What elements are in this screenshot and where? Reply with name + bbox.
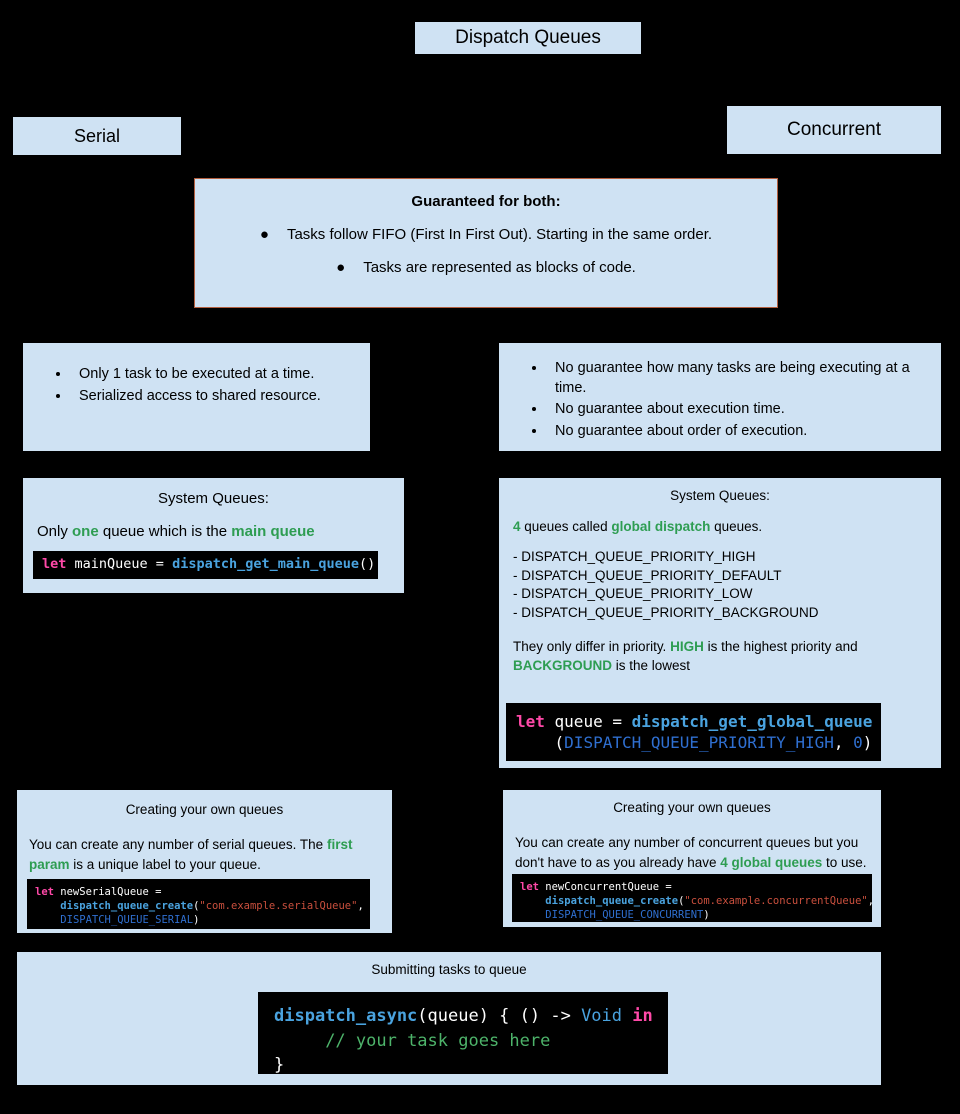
code-block-concurrent-queue: let newConcurrentQueue = dispatch_queue_create("com.example.concurrentQueue", DISPATCH_QUEUE_CONCURRENT) — [512, 874, 872, 922]
serial-points-panel — [23, 343, 370, 451]
code-keyword: in — [632, 1006, 653, 1026]
code-string: "com.example.concurrentQueue" — [684, 895, 868, 908]
code-type: Void — [581, 1006, 623, 1026]
list-item: • Only 1 task to be executed at a time. — [71, 365, 360, 385]
code-args: (queue) { () -> — [417, 1006, 582, 1026]
text-fragment: You can create any number of concurrent queues but you don't have to as you already have — [515, 835, 859, 870]
priority-item: - DISPATCH_QUEUE_PRIORITY_LOW — [513, 586, 753, 602]
serial-system-queues-text — [37, 523, 390, 540]
code-block-main-queue — [33, 551, 378, 579]
text-fragment: is the highest priority and — [703, 638, 858, 654]
code-keyword: let — [35, 886, 54, 898]
list-item: • No guarantee about execution time. — [547, 400, 931, 420]
code-punctuation: () — [359, 556, 376, 572]
priority-item: - DISPATCH_QUEUE_PRIORITY_DEFAULT — [513, 567, 782, 583]
code-constant: DISPATCH_QUEUE_PRIORITY_HIGH — [564, 733, 834, 753]
guaranteed-item-text: Tasks follow FIFO (First In First Out). Starting in the same order. — [286, 226, 713, 243]
list-item: • No guarantee about order of execution. — [547, 422, 931, 442]
list-item — [205, 226, 767, 243]
list-item — [205, 259, 767, 276]
column-header-serial — [13, 117, 181, 155]
code-function: dispatch_get_global_queue — [631, 712, 873, 731]
priority-list — [513, 548, 927, 623]
code-punctuation: , — [833, 733, 854, 753]
priority-note — [513, 637, 927, 676]
code-comment: // your task goes here — [325, 1030, 551, 1051]
code-punctuation: , — [357, 900, 364, 913]
text-fragment: is the lowest — [612, 658, 691, 674]
emphasis-main-queue: main queue — [231, 523, 315, 540]
code-block-global-queue — [506, 703, 881, 761]
emphasis-first-param: first param — [29, 837, 353, 872]
priority-item: - DISPATCH_QUEUE_PRIORITY_HIGH — [513, 549, 756, 564]
emphasis-background: BACKGROUND — [513, 658, 612, 674]
serial-own-queues-text — [29, 835, 380, 874]
text-fragment: queue which is the — [98, 523, 232, 540]
code-constant: DISPATCH_QUEUE_SERIAL — [60, 914, 194, 927]
text-fragment: They only differ in priority. — [513, 638, 671, 654]
text-fragment: Only — [37, 523, 73, 540]
guaranteed-list — [205, 226, 767, 276]
code-number: 0 — [853, 733, 863, 753]
code-punctuation: ( — [554, 733, 565, 753]
queue-count: 4 — [513, 519, 521, 534]
diagram-title-label: Dispatch Queues — [455, 27, 601, 48]
text-fragment: is a unique label to your queue. — [69, 856, 261, 872]
code-function: dispatch_async — [274, 1006, 418, 1026]
code-string: "com.example.serialQueue" — [199, 900, 358, 913]
code-keyword: let — [520, 881, 539, 893]
bullet-icon: ● — [259, 226, 269, 243]
code-punctuation: , — [867, 895, 875, 908]
guaranteed-panel — [194, 178, 778, 308]
concurrent-points-panel — [499, 343, 941, 451]
code-punctuation: ) — [193, 914, 200, 927]
text-fragment: queues. — [710, 519, 763, 534]
text-fragment: to use. — [822, 854, 867, 870]
code-block-serial-queue: let newSerialQueue = dispatch_queue_create("com.example.serialQueue", DISPATCH_QUEUE_SERIAL) — [27, 879, 370, 929]
emphasis-global-dispatch: global dispatch — [611, 519, 711, 534]
serial-own-queues-heading: Creating your own queues — [125, 802, 284, 817]
list-item: • No guarantee how many tasks are being executing at a time. — [547, 359, 931, 398]
emphasis-4-global-queues: 4 global queues — [720, 854, 823, 870]
code-function: dispatch_get_main_queue — [172, 556, 359, 572]
code-block-dispatch-async — [258, 992, 668, 1074]
text-fragment: queues called — [520, 519, 612, 534]
concurrent-own-queues-heading: Creating your own queues — [613, 800, 771, 815]
code-punctuation: ) — [862, 733, 873, 753]
priority-item: - DISPATCH_QUEUE_PRIORITY_BACKGROUND — [513, 604, 819, 620]
code-variable: queue = — [544, 712, 632, 731]
concurrent-points-list — [509, 359, 931, 441]
guaranteed-item-text: Tasks are represented as blocks of code. — [363, 259, 636, 276]
code-variable: newSerialQueue = — [53, 886, 162, 898]
diagram-title — [415, 22, 641, 54]
code-constant: DISPATCH_QUEUE_CONCURRENT — [545, 909, 704, 922]
code-function: dispatch_queue_create — [545, 895, 679, 908]
guaranteed-heading: Guaranteed for both: — [411, 193, 561, 210]
serial-label: Serial — [73, 125, 121, 146]
bullet-icon: ● — [336, 259, 346, 276]
serial-points-list — [33, 365, 360, 406]
code-keyword: let — [42, 556, 67, 572]
emphasis-high: HIGH — [670, 638, 704, 654]
concurrent-own-queues-text — [515, 833, 869, 872]
list-item: • Serialized access to shared resource. — [71, 387, 360, 407]
concurrent-label: Concurrent — [787, 119, 881, 140]
column-header-concurrent — [727, 106, 941, 154]
code-variable: mainQueue = — [66, 556, 173, 572]
text-fragment: You can create any number of serial queues. The — [29, 837, 327, 852]
code-variable: newConcurrentQueue = — [538, 881, 672, 893]
code-punctuation: ) — [703, 909, 710, 922]
concurrent-system-queues-heading: System Queues: — [670, 488, 770, 503]
emphasis-one: one — [72, 523, 99, 540]
code-function: dispatch_queue_create — [60, 900, 194, 913]
serial-system-queues-heading: System Queues: — [158, 490, 269, 507]
code-punctuation: } — [274, 1055, 285, 1076]
code-keyword: let — [516, 712, 545, 731]
concurrent-system-queues-text — [513, 519, 927, 534]
submit-tasks-heading: Submitting tasks to queue — [371, 962, 527, 977]
